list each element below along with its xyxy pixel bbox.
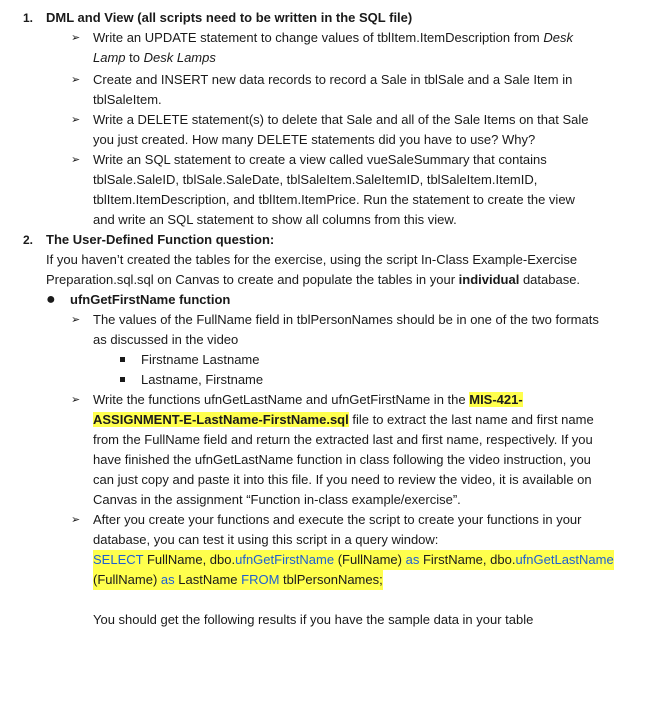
bullet-text: Canvas in the assignment “Function in-class example/exercise”. <box>93 492 461 507</box>
arrow-bullet-icon: ➢ <box>71 314 81 326</box>
bullet-text: ASSIGNMENT-E-LastName-FirstName.sql file to extract the last name and first name <box>93 412 594 427</box>
sql-code-line: SELECT FullName, dbo.ufnGetFirstName (FullName) as FirstName, dbo.ufnGetLastName <box>93 550 614 570</box>
square-bullet-icon <box>120 377 125 382</box>
square-bullet-icon <box>120 357 125 362</box>
bullet-text: Create and INSERT new data records to record a Sale in tblSale and a Sale Item in <box>93 72 573 87</box>
arrow-bullet-icon: ➢ <box>71 114 81 126</box>
bullet-text: tblSaleItem. <box>93 92 162 107</box>
arrow-bullet-icon: ➢ <box>71 74 81 86</box>
bullet-text: The values of the FullName field in tblPersonNames should be in one of the two formats <box>93 312 599 327</box>
sql-code-line: (FullName) as LastName FROM tblPersonNames; <box>93 570 383 590</box>
bullet-text: Lamp to Desk Lamps <box>93 50 216 65</box>
bullet-text: Write a DELETE statement(s) to delete that Sale and all of the Sale Items on that Sale <box>93 112 589 127</box>
section-number: 2. <box>23 233 34 247</box>
format-item: Lastname, Firstname <box>141 372 264 387</box>
intro-text: If you haven’t created the tables for the exercise, using the script In-Class Example-Exercise <box>46 252 578 267</box>
arrow-bullet-icon: ➢ <box>71 154 81 166</box>
bullet-text: Write the functions ufnGetLastName and ufnGetFirstName in the MIS-421- <box>93 392 523 407</box>
bullet-text: Write an UPDATE statement to change values of tblItem.ItemDescription from Desk <box>93 30 573 45</box>
intro-text: Preparation.sql.sql on Canvas to create and populate the tables in your individual database. <box>46 272 581 287</box>
section-number: 1. <box>23 11 34 25</box>
filename-highlight: MIS-421- <box>469 392 523 407</box>
bullet-text: from the FullName field and return the extracted last and first name, respectively. If you <box>93 432 593 447</box>
bullet-text: tblSale.SaleID, tblSale.SaleDate, tblSaleItem.SaleItemID, tblSaleItem.ItemID, <box>93 172 538 187</box>
bullet-text: as discussed in the video <box>93 332 239 347</box>
closing-text: You should get the following results if you have the sample data in your table <box>93 612 534 627</box>
arrow-bullet-icon: ➢ <box>71 32 81 44</box>
filename-highlight: ASSIGNMENT-E-LastName-FirstName.sql <box>93 412 349 427</box>
arrow-bullet-icon: ➢ <box>71 394 81 406</box>
dot-bullet-icon: ● <box>46 291 56 308</box>
format-item: Firstname Lastname <box>141 352 260 367</box>
bullet-text: and write an SQL statement to show all columns from this view. <box>93 212 457 227</box>
section-heading: The User-Defined Function question: <box>46 232 275 247</box>
bullet-text: tblItem.ItemDescription, and tblItem.ItemPrice. Run the statement to create the view <box>93 192 575 207</box>
bullet-text: have finished the ufnGetLastName function in class following the video instruction, you <box>93 452 591 467</box>
bullet-text: can just copy and paste it into this file. If you need to review the video, it is available on <box>93 472 592 487</box>
bullet-text: Write an SQL statement to create a view called vueSaleSummary that contains <box>93 152 547 167</box>
section-heading: DML and View (all scripts need to be written in the SQL file) <box>46 10 413 25</box>
bullet-text: database, you can test it using this script in a query window: <box>93 532 439 547</box>
bullet-text: After you create your functions and execute the script to create your functions in your <box>93 512 582 527</box>
arrow-bullet-icon: ➢ <box>71 514 81 526</box>
function-title: ufnGetFirstName function <box>70 292 231 307</box>
bullet-text: you just created. How many DELETE statements did you have to use? Why? <box>93 132 536 147</box>
